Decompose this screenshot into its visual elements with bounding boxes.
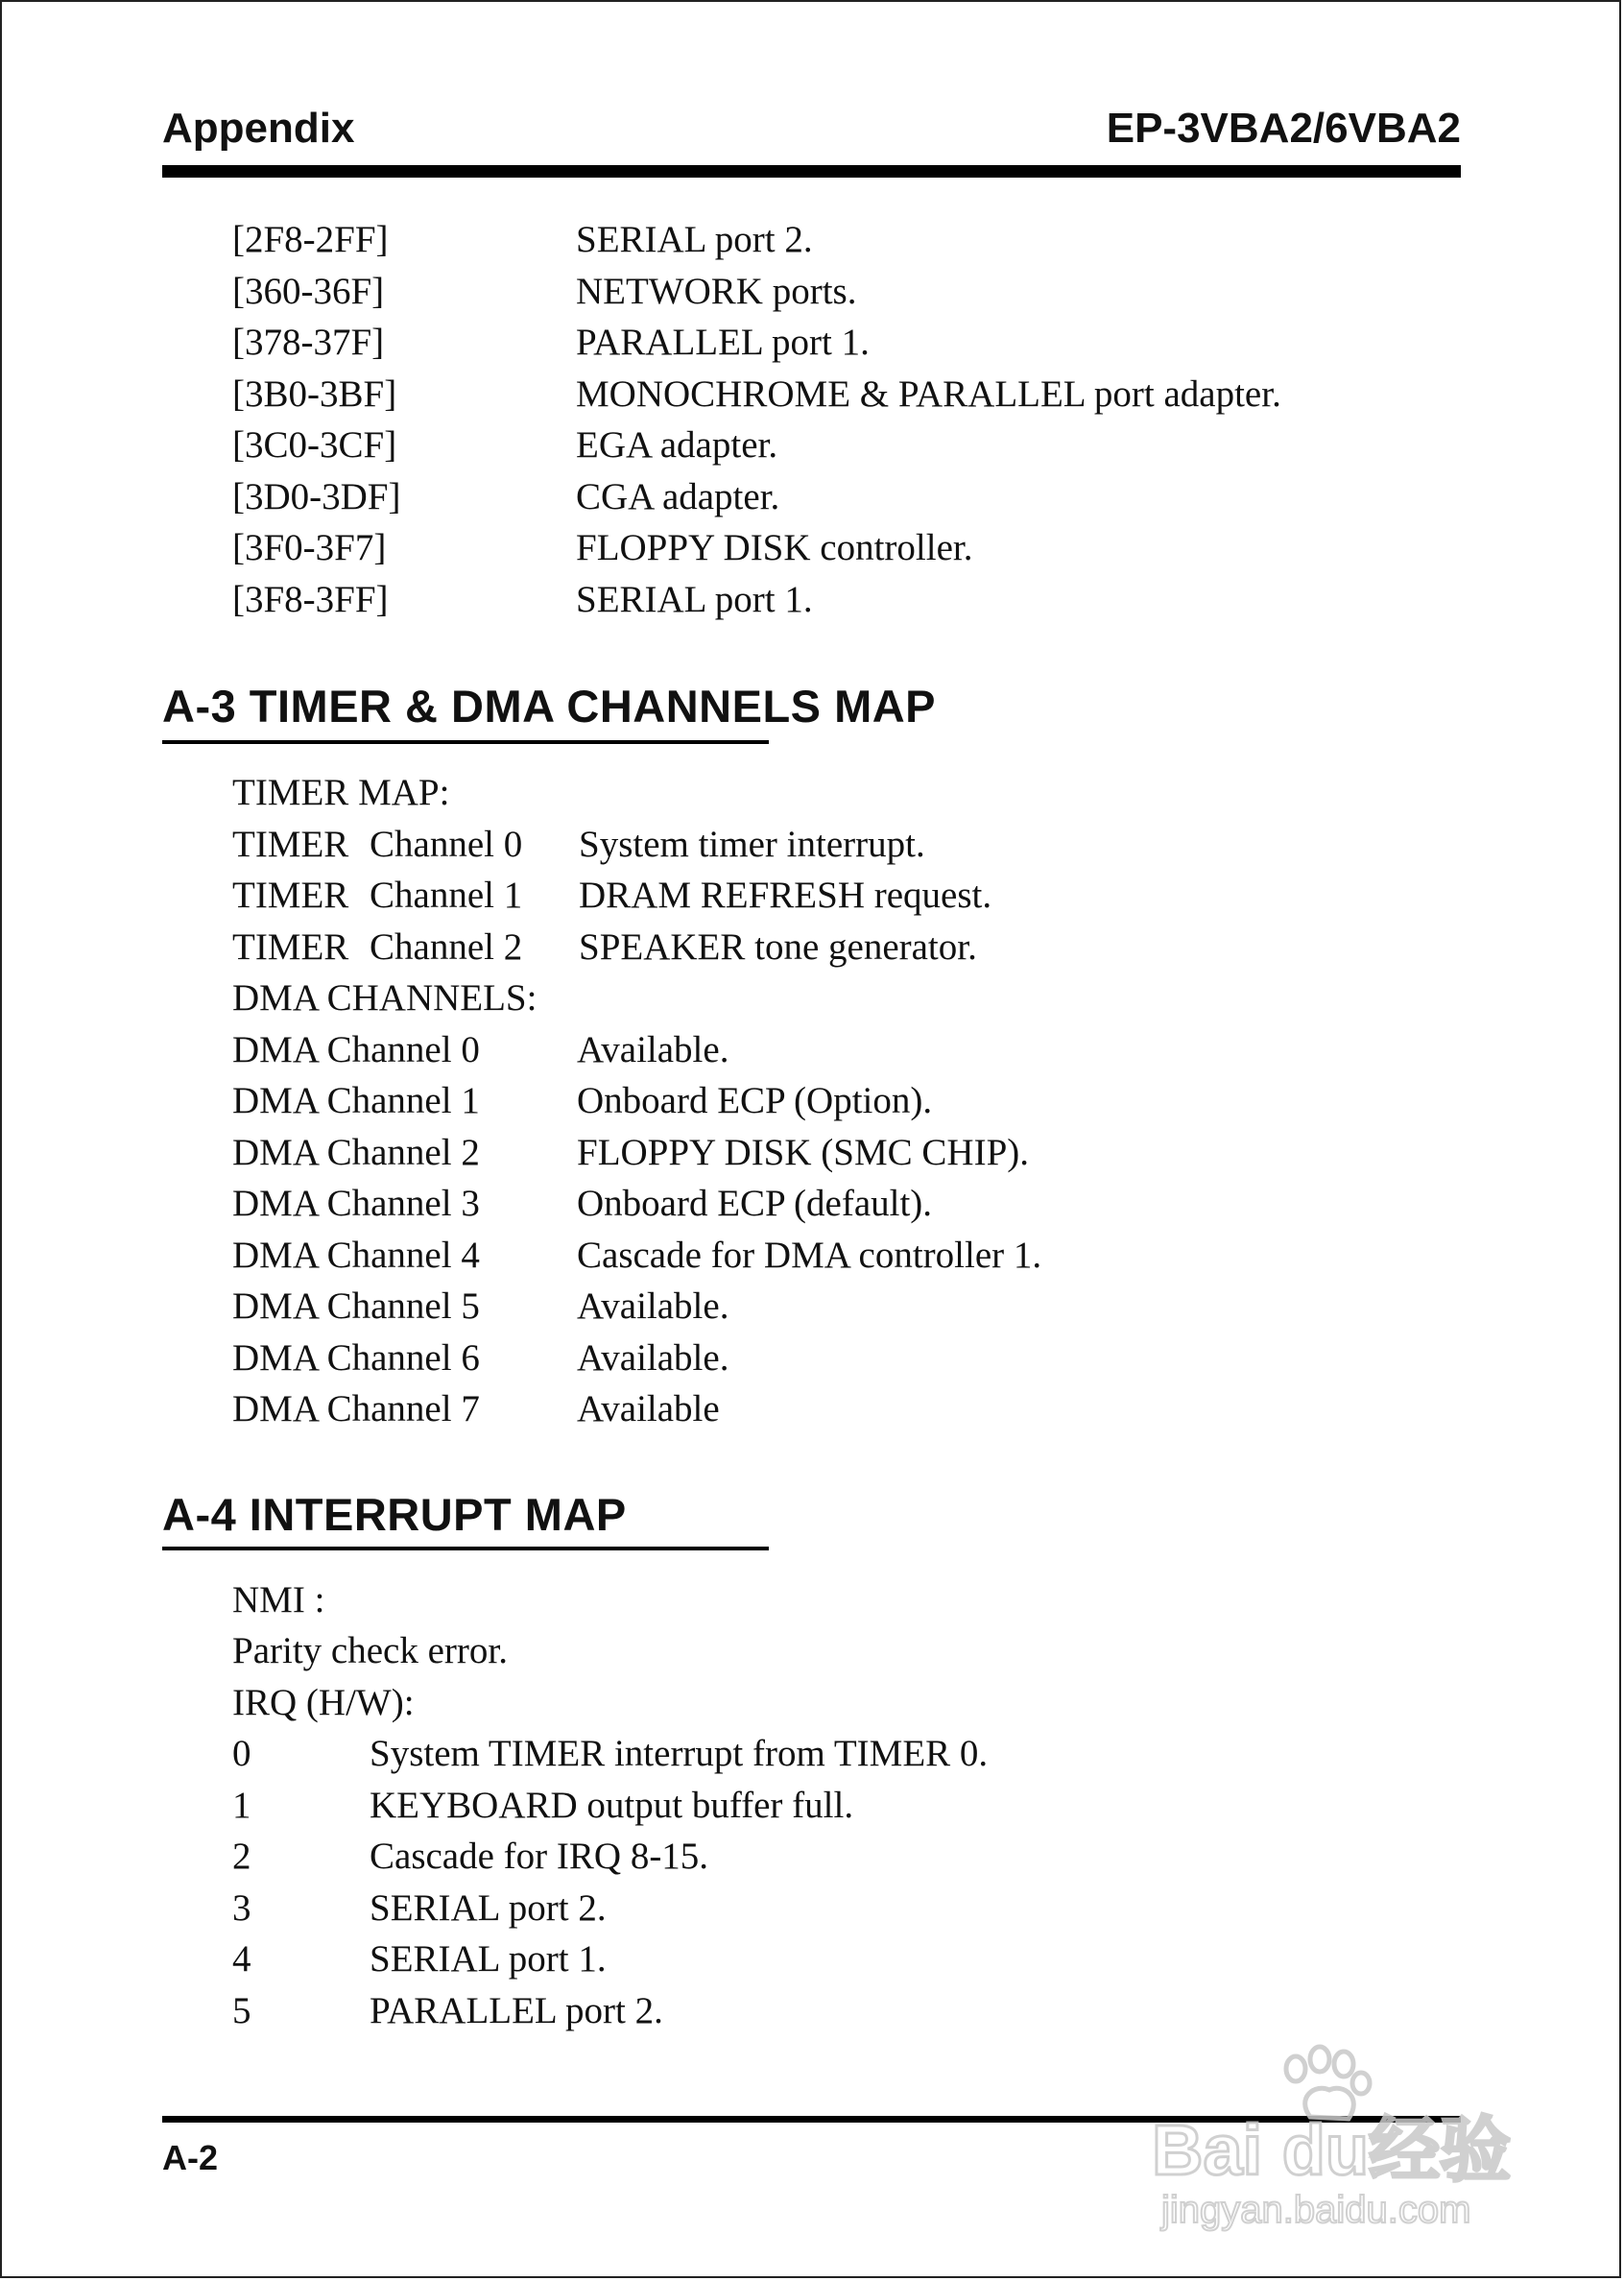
io-desc: EGA adapter.: [576, 424, 778, 466]
dma-channel: DMA Channel 6: [232, 1337, 480, 1379]
section-a4-title: A-4 INTERRUPT MAP: [162, 1489, 627, 1540]
timer-desc: DRAM REFRESH request.: [579, 875, 992, 916]
baidu-watermark-logo: [1133, 2030, 1536, 2232]
irq-desc: SERIAL port 1.: [370, 1938, 607, 1980]
irq-number: 5: [232, 1990, 251, 2031]
irq-number: 1: [232, 1785, 251, 1826]
timer-heading-text: TIMER MAP:: [232, 772, 450, 813]
section-a3-title: A-3 TIMER & DMA CHANNELS MAP: [162, 681, 937, 732]
irq-desc: SERIAL port 2.: [370, 1887, 607, 1929]
dma-channel: DMA Channel 1: [232, 1080, 480, 1121]
irq-number: 4: [232, 1938, 251, 1980]
io-range: [3F0-3F7]: [232, 527, 387, 568]
io-desc: NETWORK ports.: [576, 271, 857, 312]
dma-desc: Cascade for DMA controller 1.: [577, 1235, 1042, 1276]
timer-channel: Channel 2: [370, 926, 523, 968]
dma-channel: DMA Channel 0: [232, 1029, 480, 1070]
dma-channel: DMA Channel 4: [232, 1235, 480, 1276]
io-range: [378-37F]: [232, 322, 385, 363]
header-section-title: Appendix: [162, 105, 355, 152]
nmi-heading-text: NMI :: [232, 1579, 325, 1621]
page-number: A-2: [162, 2138, 219, 2177]
timer-desc: System timer interrupt.: [579, 824, 925, 865]
watermark-brand: Bai du经验: [1152, 2110, 1512, 2190]
dma-desc: Available.: [577, 1029, 729, 1070]
dma-desc: FLOPPY DISK (SMC CHIP).: [577, 1132, 1029, 1173]
timer-channel: Channel 0: [370, 824, 523, 865]
dma-channel: DMA Channel 7: [232, 1388, 480, 1429]
irq-desc: System TIMER interrupt from TIMER 0.: [370, 1733, 989, 1774]
dma-desc: Onboard ECP (default).: [577, 1183, 933, 1224]
irq-number: 2: [232, 1836, 251, 1877]
dma-desc: Onboard ECP (Option).: [577, 1080, 933, 1121]
io-desc: SERIAL port 1.: [576, 579, 813, 620]
timer-label: TIMER: [232, 824, 349, 865]
section-a4-rule: [162, 1547, 769, 1550]
io-range: [3C0-3CF]: [232, 424, 397, 466]
io-range: [360-36F]: [232, 271, 385, 312]
dma-channel: DMA Channel 3: [232, 1183, 480, 1224]
section-a3-rule: [162, 740, 769, 744]
irq-heading-text: IRQ (H/W):: [232, 1682, 415, 1723]
io-desc: CGA adapter.: [576, 476, 780, 517]
io-range: [3F8-3FF]: [232, 579, 389, 620]
irq-number: 0: [232, 1733, 251, 1774]
io-desc: SERIAL port 2.: [576, 219, 813, 260]
io-range: [3D0-3DF]: [232, 476, 401, 517]
paw-icon: [1286, 2047, 1370, 2119]
timer-channel: Channel 1: [370, 875, 523, 916]
header-model-name: EP-3VBA2/6VBA2: [1106, 105, 1461, 152]
irq-desc: KEYBOARD output buffer full.: [370, 1785, 854, 1826]
io-desc: FLOPPY DISK controller.: [576, 527, 973, 568]
dma-desc: Available.: [577, 1285, 729, 1327]
dma-channel: DMA Channel 2: [232, 1132, 480, 1173]
timer-label: TIMER: [232, 875, 349, 916]
dma-heading-text: DMA CHANNELS:: [232, 977, 537, 1019]
nmi-desc-text: Parity check error.: [232, 1630, 508, 1671]
header-rule: [162, 165, 1461, 178]
io-desc: MONOCHROME & PARALLEL port adapter.: [576, 373, 1281, 415]
dma-desc: Available.: [577, 1337, 729, 1379]
io-desc: PARALLEL port 1.: [576, 322, 870, 363]
timer-desc: SPEAKER tone generator.: [579, 926, 977, 968]
timer-label: TIMER: [232, 926, 349, 968]
io-range: [2F8-2FF]: [232, 219, 389, 260]
dma-channel: DMA Channel 5: [232, 1285, 480, 1327]
io-range: [3B0-3BF]: [232, 373, 397, 415]
irq-desc: Cascade for IRQ 8-15.: [370, 1836, 709, 1877]
irq-desc: PARALLEL port 2.: [370, 1990, 663, 2031]
irq-number: 3: [232, 1887, 251, 1929]
dma-desc: Available: [577, 1388, 720, 1429]
watermark-url: jingyan.baidu.com: [1161, 2189, 1471, 2231]
